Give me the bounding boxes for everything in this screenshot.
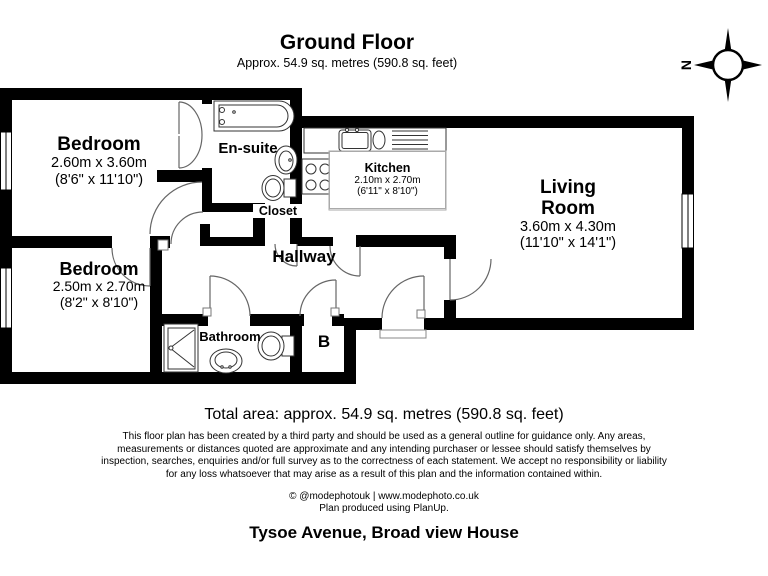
wall-segment xyxy=(682,248,694,330)
wall-segment xyxy=(682,116,694,194)
wall-segment xyxy=(200,237,265,246)
window-icon xyxy=(682,194,694,248)
room-name: Bedroom xyxy=(59,259,139,279)
wall-segment xyxy=(0,236,112,248)
wall-segment xyxy=(290,116,694,128)
room-size-metric: 2.50m x 2.70m xyxy=(52,278,146,295)
total-area-text: Total area: approx. 54.9 sq. metres (590.8 sq. feet) xyxy=(204,406,564,423)
property-address: Tysoe Avenue, Broad view House xyxy=(249,523,519,542)
room-label-bathroom: Bathroom xyxy=(199,329,261,344)
wall-segment xyxy=(202,88,212,104)
basin-icon xyxy=(210,349,242,373)
door-swing-icon xyxy=(171,212,203,244)
wall-segment xyxy=(444,300,456,318)
room-name: Kitchen xyxy=(364,161,411,175)
disclaimer-text: This floor plan has been created by a third party and should be used as a general outline for guidance only. Any areas, measurements or distances quoted are approximate and any intending purchaser or lessee should satisfy themselves by inspection, searches, enquiries and/or full survey as to the correctness of each statement. We accept no responsibility or liability for any loss whatsoever that may arise as a result of this plan and the information contained within. xyxy=(101,431,667,480)
room-size-metric: 2.10m x 2.70m xyxy=(354,175,421,186)
room-name: Living xyxy=(540,177,596,198)
page-title: Ground Floor xyxy=(279,31,415,54)
wall-segment xyxy=(344,318,356,378)
wall-segment xyxy=(200,224,210,238)
wall-segment xyxy=(356,235,456,247)
door-swing-icon xyxy=(450,259,491,300)
toilet-icon xyxy=(262,176,296,201)
room-label-closet: Closet xyxy=(253,204,303,218)
kitchen-counter-icon xyxy=(304,128,446,153)
room-size-imperial: (11'10" x 14'1") xyxy=(519,235,617,252)
room-size-imperial: (8'6" x 11'10") xyxy=(54,171,144,188)
wall-segment xyxy=(0,88,302,100)
room-label-bedroom-1 xyxy=(8,134,190,188)
room-size-imperial: (8'2" x 8'10") xyxy=(59,293,139,310)
room-size-imperial: (6'11" x 8'10") xyxy=(357,186,418,198)
room-label-boiler: B xyxy=(317,332,331,351)
room-size-metric: 3.60m x 4.30m xyxy=(520,219,616,235)
wall-segment xyxy=(424,318,694,330)
toilet-icon xyxy=(258,332,294,360)
wall-segment xyxy=(0,190,12,268)
compass-north-label: N xyxy=(678,59,694,71)
door-swing-icon xyxy=(210,276,250,316)
credit-line: © @modephotouk | www.modephoto.co.uk xyxy=(289,491,479,502)
wall-segment xyxy=(202,203,260,212)
room-label-bedroom-2 xyxy=(8,259,190,311)
bathtub-icon xyxy=(214,101,294,131)
wall-segment xyxy=(0,372,356,384)
room-name: Bedroom xyxy=(57,134,141,155)
room-label-kitchen xyxy=(329,151,446,209)
wall-segment xyxy=(0,88,12,132)
wall-segment xyxy=(444,247,456,259)
room-label-living-room xyxy=(470,177,666,251)
room-name: Room xyxy=(541,198,595,219)
wall-segment xyxy=(202,168,212,206)
page-subtitle: Approx. 54.9 sq. metres (590.8 sq. feet) xyxy=(236,56,458,70)
room-size-metric: 2.60m x 3.60m xyxy=(51,155,147,172)
room-label-ensuite: En-suite xyxy=(218,140,278,157)
credit-line: Plan produced using PlanUp. xyxy=(319,503,449,514)
wall-segment xyxy=(297,237,333,246)
shower-icon xyxy=(164,324,198,372)
room-label-hallway: Hallway xyxy=(272,247,336,266)
entrance-threshold xyxy=(380,330,426,338)
